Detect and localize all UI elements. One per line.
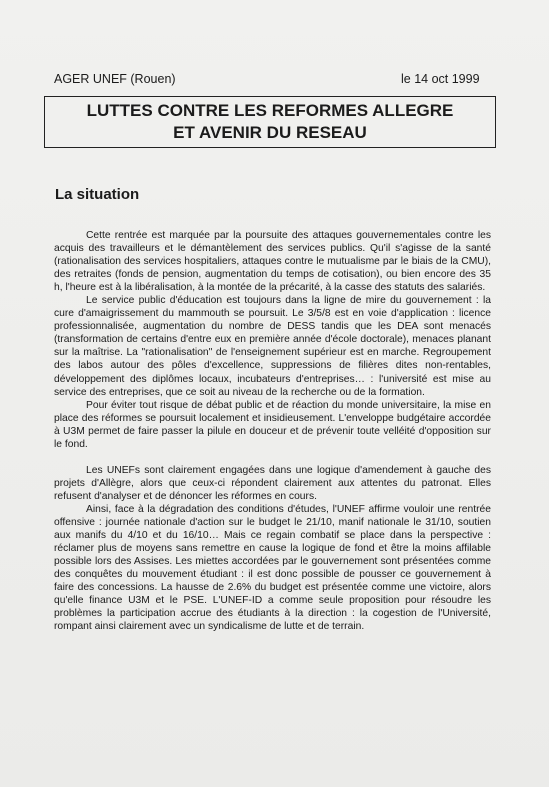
paragraph: Cette rentrée est marquée par la poursuite des attaques gouvernementales contre les acquis des travailleurs et le démantèlement des services publics. Qu'il s'agisse de la santé (rationalisation des services hospitaliers, attaques contre le mutualisme par le biais de la CMU), des retraites (fonds de pension, augmentation du temps de cotisation), ou bien encore des 35 h, l'heure est à la libéralisation, à la montée de la précarité, à la casse des statuts des salariés.: [54, 230, 491, 294]
title-line-2: ET AVENIR DU RESEAU: [173, 123, 367, 142]
paragraph: Ainsi, face à la dégradation des conditions d'études, l'UNEF affirme vouloir une rentrée offensive : journée nationale d'action sur le budget le 21/10, manif nationale le 31/10, soutien aux manifs du 4/10 et du 16/10… Mais ce regain combatif se place dans la perspective : réclamer plus de moyens sans remettre en cause la logique de fond et être la moins affilable possible lors des Assises. Les miettes accordées par le gouvernement sont présentées comme des conquêtes du mouvement étudiant : il est donc possible de pousser ce gouvernement à faire des concessions. La hausse de 2.6% du budget est présentée comme une victoire, alors qu'elle finance U3M et le PSE. L'UNEF-ID a comme seule proposition pour résoudre les problèmes la participation accrue des étudiants à la direction : la cogestion de l'Université, rompant ainsi clairement avec un syndicalisme de lutte et de terrain.: [54, 503, 491, 633]
title-line-1: LUTTES CONTRE LES REFORMES ALLEGRE: [86, 101, 454, 120]
document-title-box: [44, 96, 496, 148]
paragraph: Pour éviter tout risque de débat public et de réaction du monde universitaire, la mise en place des réformes se poursuit localement et insidieusement. L'enveloppe budgétaire accordée à U3M permet de faire passer la pilule en douceur et de prévenir toute velléité d'opposition sur le fond.: [54, 399, 491, 450]
body-text: [54, 229, 491, 633]
organization-label: AGER UNEF (Rouen): [54, 72, 176, 86]
paragraph: Le service public d'éducation est toujours dans la ligne de mire du gouvernement : la cure d'amaigrissement du mammouth se poursuit. Le 3/5/8 est en voie d'application : licence professionnalisée, augmentation du nombre de DESS tandis que les DEA sont menacés (transformation de certains d'entre eux en première année d'école doctorale), menaces planant sur la maîtrise. La "rationalisation" de l'enseignement supérieur est en marche. Regroupement des labos autour des pôles d'excellence, suppressions de filières dites non-rentables, développement des diplômes locaux, incubateurs d'entreprises… : l'université est mise au service des entreprises, que ce soit au niveau de la recherche ou de la formation.: [54, 295, 491, 398]
paragraph: Les UNEFs sont clairement engagées dans une logique d'amendement à gauche des projets d'Allègre, alors que ceux-ci répondent clairement aux attentes du patronat. Elles refusent d'analyser et de dénoncer les réformes en cours.: [54, 464, 491, 502]
document-date: le 14 oct 1999: [401, 72, 480, 86]
section-heading: La situation: [55, 186, 140, 203]
